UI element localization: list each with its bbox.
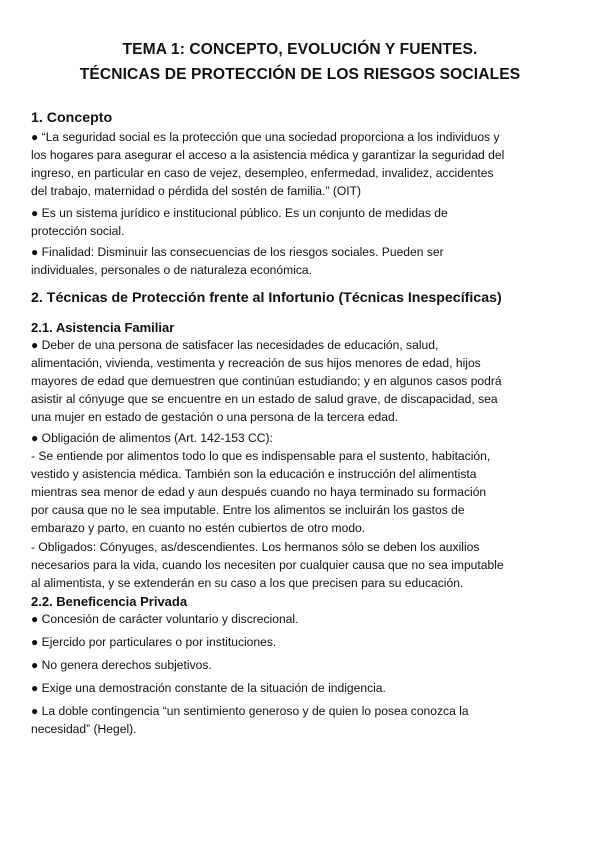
text-line: una mujer en estado de gestación o una persona de la tercera edad.	[31, 410, 399, 425]
text-line: embarazo y parto, en cuanto no estén cubiertos de otro modo.	[31, 521, 366, 536]
list-item: ● Ejercido por particulares o por instituciones.	[31, 635, 277, 649]
section-1-paragraph-2	[31, 204, 571, 240]
text-line: ● Es un sistema jurídico e institucional público. Es un conjunto de medidas de	[31, 206, 448, 220]
text-line: protección social.	[31, 224, 125, 239]
section-1-paragraph-1	[31, 128, 571, 200]
text-line: - Se entiende por alimentos todo lo que es indispensable para el sustento, habitación,	[31, 449, 491, 464]
section-1-heading: 1. Concepto	[31, 110, 113, 126]
text-line: - Obligados: Cónyuges, as/descendientes. Los hermanos sólo se deben los auxilios	[31, 539, 480, 554]
text-line: al alimentista, y se extenderán en su caso a los que precisen para su educación.	[31, 575, 464, 590]
text-line: vestido y asistencia médica. También son la educación e instrucción del alimentista	[31, 467, 477, 482]
list-item: ● No genera derechos subjetivos.	[31, 658, 212, 672]
subsection-2-1-paragraph-2	[31, 429, 571, 592]
text-line: mayores de edad que demuestren que continúan estudiando; y en algunos casos podrá	[31, 374, 502, 389]
document-title-line-1: TEMA 1: CONCEPTO, EVOLUCIÓN Y FUENTES.	[122, 41, 478, 58]
subsection-2-1-heading: 2.1. Asistencia Familiar	[31, 320, 175, 335]
text-line: ● Deber de una persona de satisfacer las necesidades de educación, salud,	[31, 338, 439, 352]
list-item: ● Concesión de carácter voluntario y discrecional.	[31, 612, 299, 626]
text-line: los hogares para asegurar el acceso a la asistencia médica y garantizar la seguridad del	[31, 148, 505, 163]
text-line: ● La doble contingencia “un sentimiento generoso y de quien lo posea conozca la	[31, 704, 469, 718]
document-title-line-2: TÉCNICAS DE PROTECCIÓN DE LOS RIESGOS SOCIALES	[79, 66, 521, 83]
text-line: ● Finalidad: Disminuir las consecuencias de los riesgos sociales. Pueden ser	[31, 245, 444, 259]
text-line: ingreso, en particular en caso de vejez, desempleo, enfermedad, invalidez, accidentes	[31, 166, 494, 181]
section-2-heading: 2. Técnicas de Protección frente al Infortunio (Técnicas Inespecíficas)	[31, 290, 502, 306]
text-line: del trabajo, maternidad o pérdida del sostén de familia.” (OIT)	[31, 184, 362, 199]
text-line: ● “La seguridad social es la protección que una sociedad proporciona a los individuos y	[31, 130, 500, 144]
subsection-2-2-heading: 2.2. Beneficencia Privada	[31, 594, 188, 609]
section-1-paragraph-3	[31, 243, 571, 279]
text-line: alimentación, vivienda, vestimenta y recreación de sus hijos menores de edad, hijos	[31, 356, 481, 371]
text-line: ● Obligación de alimentos (Art. 142-153 CC):	[31, 431, 273, 445]
list-item: ● Exige una demostración constante de la situación de indigencia.	[31, 681, 386, 695]
text-line: mientras sea menor de edad y aun después cuando no haya terminado su formación	[31, 485, 487, 500]
text-line: asistir al cónyuge que se encuentre en un estado de salud grave, de discapacidad, sea	[31, 392, 498, 407]
text-line: necesidad” (Hegel).	[31, 722, 137, 737]
list-item-hegel	[31, 702, 571, 738]
subsection-2-1-paragraph-1	[31, 336, 571, 426]
text-line: individuales, personales o de naturaleza económica.	[31, 263, 313, 278]
text-line: necesarios para la vida, cuando los necesiten por cualquier causa que no sea imputable	[31, 557, 504, 572]
text-line: por causa que no le sea imputable. Entre los alimentos se incluirán los gastos de	[31, 503, 465, 518]
